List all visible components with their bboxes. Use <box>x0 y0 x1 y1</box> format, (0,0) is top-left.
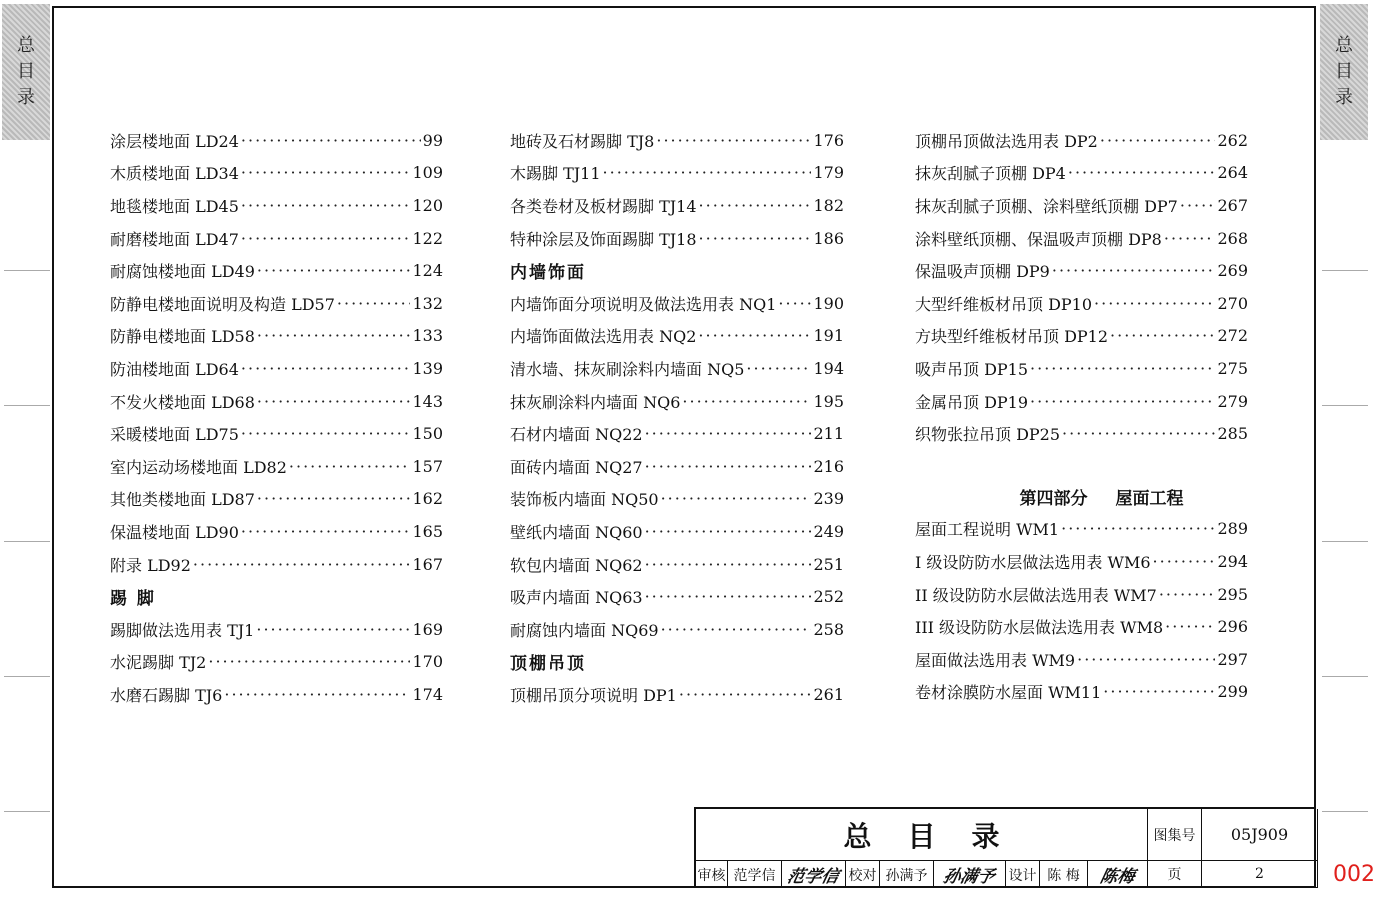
dot-leader <box>699 196 812 215</box>
toc-entry <box>915 643 1248 676</box>
toc-column-3 <box>915 124 1248 708</box>
toc-entry-label: I 级设防防水层做法选用表 WM6 <box>915 552 1151 572</box>
dot-leader <box>1052 261 1216 280</box>
toc-entry <box>110 678 443 711</box>
dot-leader <box>1103 682 1215 701</box>
dot-leader <box>746 359 811 378</box>
signature: 孙满予 <box>941 867 997 887</box>
designer-name: 陈 梅 <box>1040 861 1088 888</box>
toc-entry-label: 室内运动场楼地面 LD82 <box>110 457 287 477</box>
toc-entry-page: 170 <box>412 652 443 672</box>
dot-leader <box>241 522 411 541</box>
dot-leader <box>257 261 411 280</box>
dot-leader <box>1062 424 1215 443</box>
toc-entry-page: 295 <box>1217 584 1248 604</box>
dot-leader <box>337 294 411 313</box>
toc-entry <box>110 189 443 222</box>
section-heading: 内墙饰面 <box>510 263 586 284</box>
signature-row <box>696 861 1148 888</box>
toc-entry-page: 268 <box>1217 228 1248 248</box>
dot-leader <box>645 587 812 606</box>
toc-entry-page: 279 <box>1217 391 1248 411</box>
page-label: 页 <box>1148 861 1202 888</box>
toc-entry-label: III 级设防防水层做法选用表 WM8 <box>915 618 1164 638</box>
dot-leader <box>645 555 812 574</box>
toc-entry-page: 294 <box>1217 551 1248 571</box>
toc-entry-label: 织物张拉吊顶 DP25 <box>915 425 1061 445</box>
dot-leader <box>1110 326 1215 345</box>
toc-entry-page: 211 <box>813 424 844 444</box>
toc-entry-page: 169 <box>412 619 443 639</box>
toc-entry-page: 143 <box>412 391 443 411</box>
toc-entry <box>915 157 1248 190</box>
toc-entry-label: 清水墙、抹灰刷涂料内墙面 NQ5 <box>510 359 745 379</box>
toc-entry <box>915 124 1248 157</box>
toc-entry-page: 296 <box>1217 617 1248 637</box>
toc-entry-label: 不发火楼地面 LD68 <box>110 392 255 412</box>
part-number: 第四部分 <box>1019 488 1088 509</box>
toc-entry-label: 地砖及石材踢脚 TJ8 <box>510 131 655 151</box>
reviewer-name: 范学信 <box>728 861 782 888</box>
toc-entry <box>510 189 844 222</box>
dot-leader <box>257 392 411 411</box>
dot-leader <box>778 294 811 313</box>
toc-entry-label: 踢脚做法选用表 TJ1 <box>110 620 255 640</box>
toc-entry-page: 165 <box>412 521 443 541</box>
toc-entry-page: 182 <box>813 195 844 215</box>
dot-leader <box>241 131 421 150</box>
toc-entry-label: 附录 LD92 <box>110 555 191 575</box>
toc-entry <box>915 254 1248 287</box>
toc-entry-page: 269 <box>1217 261 1248 281</box>
toc-entry-page: 216 <box>813 456 844 476</box>
toc-entry-page: 258 <box>813 619 844 639</box>
dot-leader <box>661 489 812 508</box>
side-tab-char: 总 <box>17 35 35 56</box>
dot-leader <box>1030 392 1215 411</box>
toc-entry-page: 109 <box>412 163 443 183</box>
page-number: 2 <box>1202 861 1318 888</box>
toc-entry-page: 190 <box>813 293 844 313</box>
title-block-title: 总目录 <box>696 809 1148 861</box>
toc-column-1 <box>110 124 443 711</box>
dot-leader <box>645 424 812 443</box>
toc-entry <box>510 352 844 385</box>
dot-leader <box>256 620 410 639</box>
toc-entry-page: 186 <box>813 228 844 248</box>
toc-entry-label: 防静电楼地面说明及构造 LD57 <box>110 294 335 314</box>
toc-entry-label: 耐腐蚀内墙面 NQ69 <box>510 620 659 640</box>
edge-divider <box>4 676 50 677</box>
toc-entry <box>915 385 1248 418</box>
toc-entry-label: 大型纤维板材吊顶 DP10 <box>915 294 1093 314</box>
toc-entry <box>510 417 844 450</box>
check-label: 校对 <box>846 861 880 888</box>
toc-entry-label: 屋面工程说明 WM1 <box>915 520 1060 540</box>
toc-entry <box>915 578 1248 611</box>
toc-entry-page: 179 <box>813 163 844 183</box>
scan-page-number: 002 <box>1333 862 1375 887</box>
toc-entry-label: II 级设防防水层做法选用表 WM7 <box>915 585 1157 605</box>
edge-divider <box>1322 270 1368 271</box>
toc-entry-label: 方块型纤维板材吊顶 DP12 <box>915 327 1109 347</box>
toc-entry <box>110 254 443 287</box>
toc-entry-page: 99 <box>422 130 443 150</box>
dot-leader <box>1180 196 1216 215</box>
toc-entry <box>510 580 844 613</box>
dot-leader <box>1077 650 1215 669</box>
dot-leader <box>645 522 812 541</box>
signature: 范学信 <box>785 867 841 887</box>
toc-entry <box>915 287 1248 320</box>
toc-entry-label: 涂料壁纸顶棚、保温吸声顶棚 DP8 <box>915 229 1162 249</box>
toc-entry-page: 264 <box>1217 163 1248 183</box>
side-tab-char: 目 <box>1335 61 1353 82</box>
toc-entry <box>510 483 844 516</box>
toc-entry <box>510 678 844 711</box>
toc-entry-label: 吸声吊顶 DP15 <box>915 359 1029 379</box>
reviewer-signature <box>782 861 846 888</box>
toc-entry-page: 272 <box>1217 326 1248 346</box>
toc-entry-page: 133 <box>412 326 443 346</box>
toc-entry-page: 252 <box>813 587 844 607</box>
toc-entry-label: 面砖内墙面 NQ27 <box>510 457 643 477</box>
toc-entry-label: 防静电楼地面 LD58 <box>110 327 255 347</box>
dot-leader <box>1159 585 1216 604</box>
toc-entry-page: 297 <box>1217 649 1248 669</box>
toc-entry <box>915 352 1248 385</box>
toc-entry-page: 194 <box>813 358 844 378</box>
side-tab-char: 总 <box>1335 35 1353 56</box>
side-tab-char: 目 <box>17 61 35 82</box>
dot-leader <box>1094 294 1215 313</box>
toc-entry-label: 涂层楼地面 LD24 <box>110 131 239 151</box>
toc-entry-label: 木踢脚 TJ11 <box>510 164 601 184</box>
dot-leader <box>682 392 811 411</box>
part-heading <box>915 480 1248 513</box>
toc-entry <box>915 610 1248 643</box>
toc-entry <box>510 613 844 646</box>
designer-signature <box>1088 861 1148 888</box>
toc-entry-label: 特种涂层及饰面踢脚 TJ18 <box>510 229 697 249</box>
toc-entry <box>510 548 844 581</box>
toc-entry-label: 软包内墙面 NQ62 <box>510 555 643 575</box>
toc-entry <box>110 385 443 418</box>
toc-entry <box>510 222 844 255</box>
toc-entry-label: 地毯楼地面 LD45 <box>110 196 239 216</box>
edge-divider <box>1322 811 1368 812</box>
toc-entry <box>110 483 443 516</box>
dot-leader <box>289 457 411 476</box>
toc-entry <box>110 417 443 450</box>
toc-entry-label: 水泥踢脚 TJ2 <box>110 653 207 673</box>
toc-entry <box>510 515 844 548</box>
dot-leader <box>603 163 812 182</box>
toc-entry-page: 249 <box>813 521 844 541</box>
toc-entry <box>110 320 443 353</box>
dot-leader <box>193 555 411 574</box>
toc-entry-page: 167 <box>412 554 443 574</box>
toc-entry-page: 251 <box>813 554 844 574</box>
toc-entry-label: 顶棚吊顶做法选用表 DP2 <box>915 131 1098 151</box>
side-tab-right <box>1320 4 1368 140</box>
toc-entry-page: 285 <box>1217 424 1248 444</box>
toc-entry-page: 150 <box>412 424 443 444</box>
toc-entry-page: 289 <box>1217 519 1248 539</box>
toc-entry-label: 耐磨楼地面 LD47 <box>110 229 239 249</box>
edge-divider <box>4 405 50 406</box>
dot-leader <box>208 652 410 671</box>
dot-leader <box>1061 519 1215 538</box>
toc-column-3-ceilings <box>915 124 1248 450</box>
atlas-number: 05J909 <box>1202 809 1318 861</box>
dot-leader <box>656 131 811 150</box>
toc-entry-label: 壁纸内墙面 NQ60 <box>510 522 643 542</box>
toc-entry-label: 顶棚吊顶分项说明 DP1 <box>510 685 677 705</box>
toc-entry-label: 保温楼地面 LD90 <box>110 522 239 542</box>
toc-entry-label: 装饰板内墙面 NQ50 <box>510 490 659 510</box>
toc-entry-page: 157 <box>412 456 443 476</box>
toc-entry <box>510 287 844 320</box>
checker-signature <box>934 861 1006 888</box>
toc-entry <box>110 352 443 385</box>
dot-leader <box>645 457 812 476</box>
toc-entry-label: 耐腐蚀楼地面 LD49 <box>110 262 255 282</box>
toc-entry <box>915 222 1248 255</box>
toc-entry <box>110 548 443 581</box>
dot-leader <box>679 685 812 704</box>
atlas-number-label: 图集号 <box>1148 809 1202 861</box>
dot-leader <box>241 359 411 378</box>
toc-entry-label: 采暖楼地面 LD75 <box>110 425 239 445</box>
dot-leader <box>1068 163 1216 182</box>
toc-entry-page: 239 <box>813 489 844 509</box>
dot-leader <box>257 489 411 508</box>
dot-leader <box>699 229 812 248</box>
toc-entry-label: 屋面做法选用表 WM9 <box>915 650 1076 670</box>
toc-entry <box>510 320 844 353</box>
dot-leader <box>257 326 411 345</box>
dot-leader <box>241 424 411 443</box>
toc-entry-page: 162 <box>412 489 443 509</box>
toc-entry-page: 270 <box>1217 293 1248 313</box>
edge-divider <box>1322 676 1368 677</box>
edge-divider <box>4 541 50 542</box>
toc-entry-page: 120 <box>412 195 443 215</box>
toc-entry-label: 防油楼地面 LD64 <box>110 359 239 379</box>
dot-leader <box>1164 229 1216 248</box>
toc-entry-label: 抹灰刮腻子顶棚 DP4 <box>915 164 1066 184</box>
dot-leader <box>698 326 811 345</box>
toc-entry <box>510 157 844 190</box>
toc-entry-page: 267 <box>1217 195 1248 215</box>
toc-entry-label: 抹灰刷涂料内墙面 NQ6 <box>510 392 681 412</box>
side-tab-char: 录 <box>17 87 35 108</box>
toc-entry <box>510 124 844 157</box>
toc-column-2 <box>510 124 844 711</box>
toc-entry-page: 299 <box>1217 682 1248 702</box>
edge-divider <box>4 270 50 271</box>
toc-entry <box>915 189 1248 222</box>
review-label: 审核 <box>696 861 728 888</box>
part-name: 屋面工程 <box>1115 488 1184 509</box>
design-label: 设计 <box>1006 861 1040 888</box>
toc-entry-page: 275 <box>1217 358 1248 378</box>
toc-entry <box>915 320 1248 353</box>
edge-divider <box>1322 405 1368 406</box>
dot-leader <box>224 685 410 704</box>
toc-entry <box>915 545 1248 578</box>
toc-entry-label: 卷材涂膜防水屋面 WM11 <box>915 683 1102 703</box>
toc-entry-label: 水磨石踢脚 TJ6 <box>110 685 223 705</box>
dot-leader <box>1165 617 1215 636</box>
toc-entry <box>110 646 443 679</box>
toc-entry-page: 132 <box>412 293 443 313</box>
toc-entry-page: 262 <box>1217 130 1248 150</box>
toc-column-3-roofing <box>915 513 1248 709</box>
toc-entry-label: 各类卷材及板材踢脚 TJ14 <box>510 196 697 216</box>
toc-entry-label: 内墙饰面做法选用表 NQ2 <box>510 327 697 347</box>
toc-entry <box>110 613 443 646</box>
toc-entry-page: 124 <box>412 261 443 281</box>
dot-leader <box>241 163 411 182</box>
toc-entry <box>915 513 1248 546</box>
toc-entry <box>915 676 1248 709</box>
edge-divider <box>4 811 50 812</box>
toc-entry-page: 139 <box>412 358 443 378</box>
dot-leader <box>1030 359 1215 378</box>
toc-entry <box>915 417 1248 450</box>
section-heading: 踢 脚 <box>110 589 156 610</box>
dot-leader <box>1153 552 1216 571</box>
dot-leader <box>241 229 411 248</box>
dot-leader <box>661 620 812 639</box>
toc-entry-label: 内墙饰面分项说明及做法选用表 NQ1 <box>510 294 777 314</box>
toc-entry-label: 金属吊顶 DP19 <box>915 392 1029 412</box>
toc-entry <box>110 287 443 320</box>
title-block <box>694 807 1316 888</box>
checker-name: 孙满予 <box>880 861 934 888</box>
toc-entry-page: 122 <box>412 228 443 248</box>
toc-entry-label: 保温吸声顶棚 DP9 <box>915 262 1050 282</box>
toc-entry <box>110 222 443 255</box>
toc-entry-page: 174 <box>412 684 443 704</box>
toc-entry-page: 191 <box>813 326 844 346</box>
side-tab-char: 录 <box>1335 87 1353 108</box>
dot-leader <box>1100 131 1216 150</box>
dot-leader <box>241 196 411 215</box>
toc-entry-label: 其他类楼地面 LD87 <box>110 490 255 510</box>
toc-entry-label: 吸声内墙面 NQ63 <box>510 588 643 608</box>
edge-divider <box>1322 541 1368 542</box>
toc-entry-label: 抹灰刮腻子顶棚、涂料壁纸顶棚 DP7 <box>915 196 1178 216</box>
side-tab-left <box>2 4 50 140</box>
toc-entry-page: 261 <box>813 684 844 704</box>
toc-entry <box>510 450 844 483</box>
toc-entry <box>110 124 443 157</box>
toc-entry-label: 石材内墙面 NQ22 <box>510 425 643 445</box>
section-heading: 顶棚吊顶 <box>510 654 586 675</box>
toc-entry <box>110 450 443 483</box>
signature: 陈梅 <box>1097 867 1137 887</box>
toc-entry <box>510 385 844 418</box>
toc-entry-label: 木质楼地面 LD34 <box>110 164 239 184</box>
toc-entry-page: 176 <box>813 130 844 150</box>
toc-entry <box>110 157 443 190</box>
toc-entry <box>110 515 443 548</box>
toc-entry-page: 195 <box>813 391 844 411</box>
